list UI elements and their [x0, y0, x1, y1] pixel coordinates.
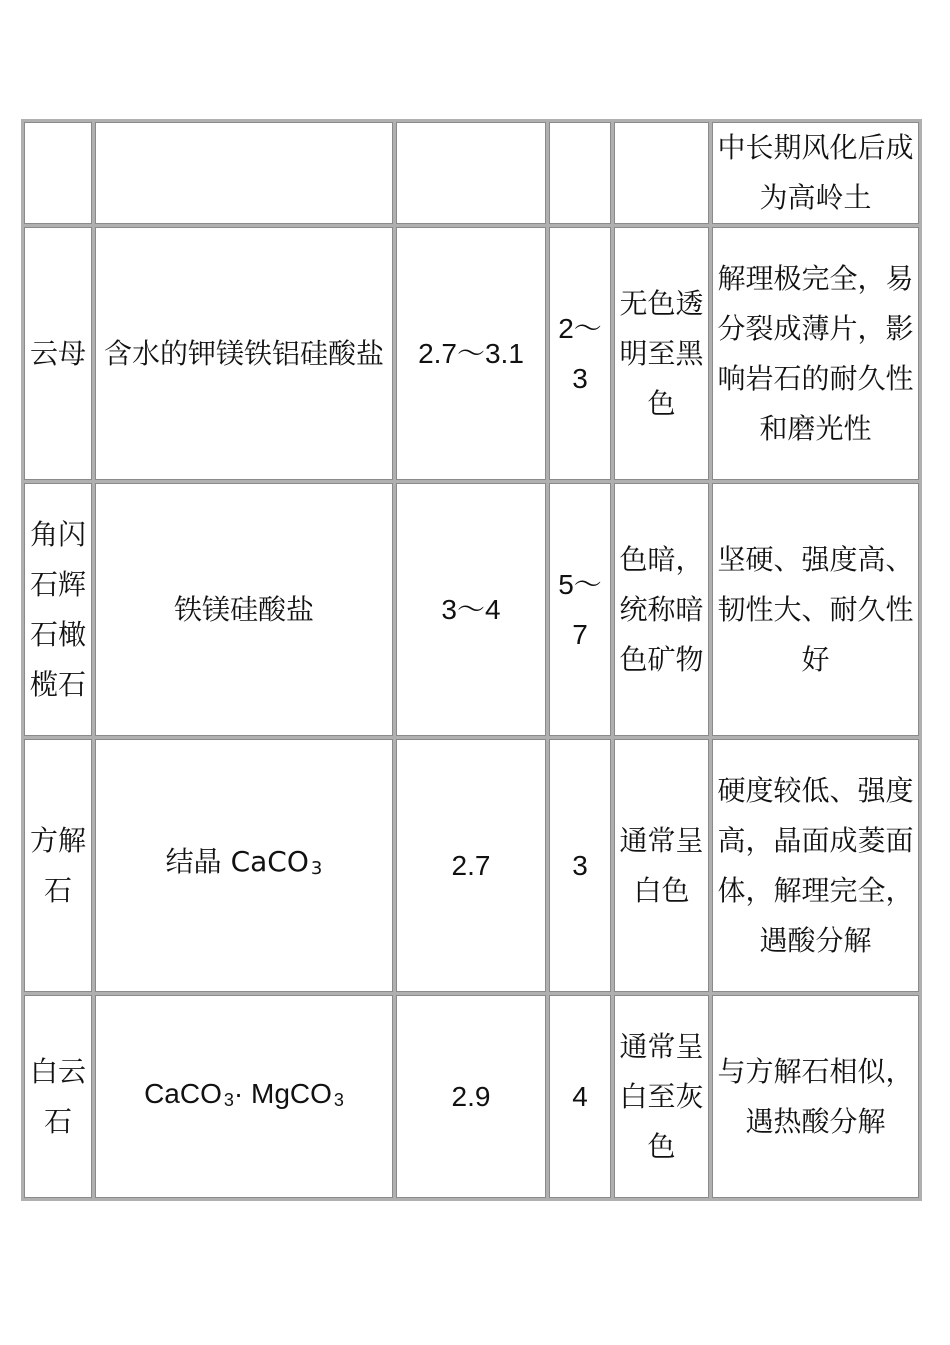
cell-hardness: 2～3 [549, 227, 611, 480]
table-row [24, 227, 919, 480]
cell-color [614, 122, 709, 224]
cell-notes: 中长期风化后成为高岭土 [712, 122, 919, 224]
cell-name: 角闪石辉石橄榄石 [24, 483, 92, 736]
mineral-properties-table [21, 119, 922, 1201]
composition-text: CaCO [144, 1077, 222, 1109]
cell-density: 2.7～3.1 [396, 227, 546, 480]
cell-composition [95, 122, 393, 224]
cell-hardness [549, 122, 611, 224]
table-row [24, 995, 919, 1198]
cell-notes: 解理极完全，易分裂成薄片，影响岩石的耐久性和磨光性 [712, 227, 919, 480]
composition-text: 结晶 CaCO [165, 845, 309, 878]
table-row [24, 483, 919, 736]
table-row [24, 122, 919, 224]
subscript: 3 [223, 1089, 234, 1110]
cell-hardness: 3 [549, 739, 611, 992]
cell-name: 方解石 [24, 739, 92, 992]
cell-color: 色暗，统称暗色矿物 [614, 483, 709, 736]
cell-color: 通常呈白至灰色 [614, 995, 709, 1198]
cell-density: 3～4 [396, 483, 546, 736]
cell-composition [95, 739, 393, 992]
cell-composition: 含水的钾镁铁铝硅酸盐 [95, 227, 393, 480]
cell-density [396, 122, 546, 224]
cell-notes: 坚硬、强度高、韧性大、耐久性好 [712, 483, 919, 736]
cell-composition [95, 995, 393, 1198]
cell-density: 2.9 [396, 995, 546, 1198]
cell-density: 2.7 [396, 739, 546, 992]
cell-notes: 硬度较低、强度高，晶面成菱面体，解理完全，遇酸分解 [712, 739, 919, 992]
subscript: 3 [333, 1089, 344, 1110]
table-row [24, 739, 919, 992]
cell-name: 白云石 [24, 995, 92, 1198]
cell-name [24, 122, 92, 224]
cell-composition: 铁镁硅酸盐 [95, 483, 393, 736]
cell-color: 通常呈白色 [614, 739, 709, 992]
subscript: 3 [310, 858, 323, 879]
cell-color: 无色透明至黑色 [614, 227, 709, 480]
cell-hardness: 4 [549, 995, 611, 1198]
cell-hardness: 5～7 [549, 483, 611, 736]
cell-notes: 与方解石相似，遇热酸分解 [712, 995, 919, 1198]
composition-text: · MgCO [233, 1077, 332, 1109]
cell-name: 云母 [24, 227, 92, 480]
